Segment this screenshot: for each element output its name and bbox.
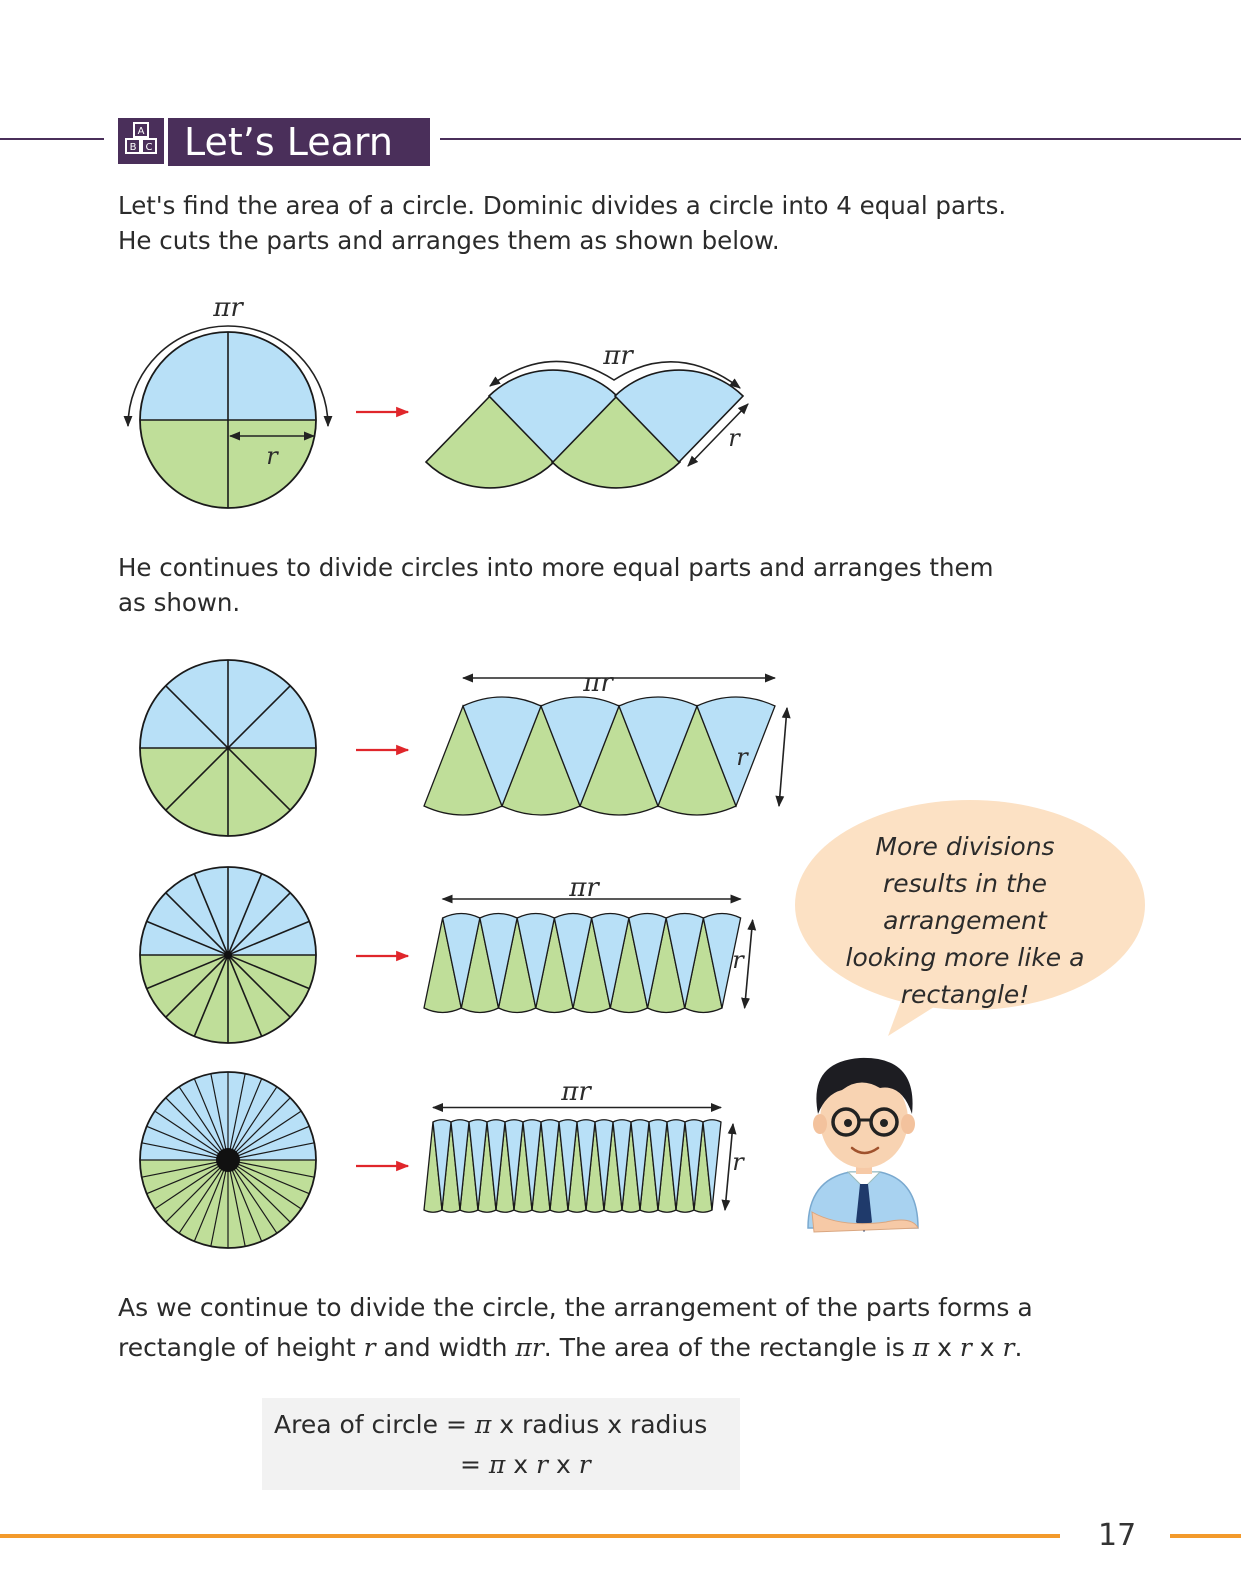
arrangement-4-width-label: πr xyxy=(561,1077,591,1107)
arrangement-2-height-label: r xyxy=(736,743,748,771)
divided-circle-4 xyxy=(140,1072,316,1248)
continue-line-1: He continues to divide circles into more equal parts and arranges them xyxy=(118,553,994,582)
formula-line-1: Area of circle = π x radius x radius xyxy=(274,1410,708,1439)
arrangement-1-width-label: πr xyxy=(603,341,633,371)
height-arrow xyxy=(779,708,787,806)
divided-circle-2 xyxy=(140,660,316,836)
bubble-line-4: rectangle! xyxy=(900,980,1030,1009)
circle-arc-label: πr xyxy=(213,293,243,323)
arrangement-1 xyxy=(426,361,748,488)
svg-text:B: B xyxy=(129,142,137,153)
arrangement-2-width-label: πr xyxy=(583,668,613,698)
formula-line-2: = π x r x r xyxy=(460,1450,591,1479)
page-title: Let’s Learn xyxy=(168,118,430,166)
svg-text:A: A xyxy=(137,126,145,137)
intro-line-2: He cuts the parts and arranges them as shown below. xyxy=(118,226,780,255)
height-arrow xyxy=(745,920,753,1008)
intro-line-1: Let's find the area of a circle. Dominic divides a circle into 4 equal parts. xyxy=(118,191,1007,220)
conclusion-line-2: rectangle of height r and width πr. The area of the rectangle is π x r x r. xyxy=(118,1333,1023,1362)
arrangement-3-height-label: r xyxy=(732,946,744,974)
bubble-line-3: looking more like a xyxy=(845,943,1085,972)
footer-rule-left xyxy=(0,1534,1060,1538)
footer-rule-right xyxy=(1170,1534,1241,1538)
circle-radius-label: r xyxy=(266,442,278,470)
bubble-line-2: results in the arrangement xyxy=(882,869,1047,935)
arrangement-1-height-label: r xyxy=(728,424,740,452)
circle-center-dot xyxy=(216,1148,240,1172)
formula-box xyxy=(262,1398,740,1490)
arrangement-4 xyxy=(424,1108,733,1213)
svg-text:C: C xyxy=(145,142,153,153)
page-number: 17 xyxy=(1098,1518,1137,1553)
conclusion-line-1: As we continue to divide the circle, the arrangement of the parts forms a xyxy=(118,1293,1033,1322)
divided-circle-3 xyxy=(140,867,316,1043)
circle-center-dot xyxy=(224,951,232,959)
divided-circle-1 xyxy=(140,332,316,508)
boy-character-icon xyxy=(808,1058,918,1232)
speech-bubble-text xyxy=(800,828,1130,1013)
arrangement-3 xyxy=(424,899,753,1013)
arrangement-3-width-label: πr xyxy=(569,873,599,903)
arrangement-2 xyxy=(424,678,787,815)
arrangement-4-height-label: r xyxy=(732,1148,744,1176)
bubble-line-1: More divisions xyxy=(875,832,1055,861)
continue-line-2: as shown. xyxy=(118,588,241,617)
